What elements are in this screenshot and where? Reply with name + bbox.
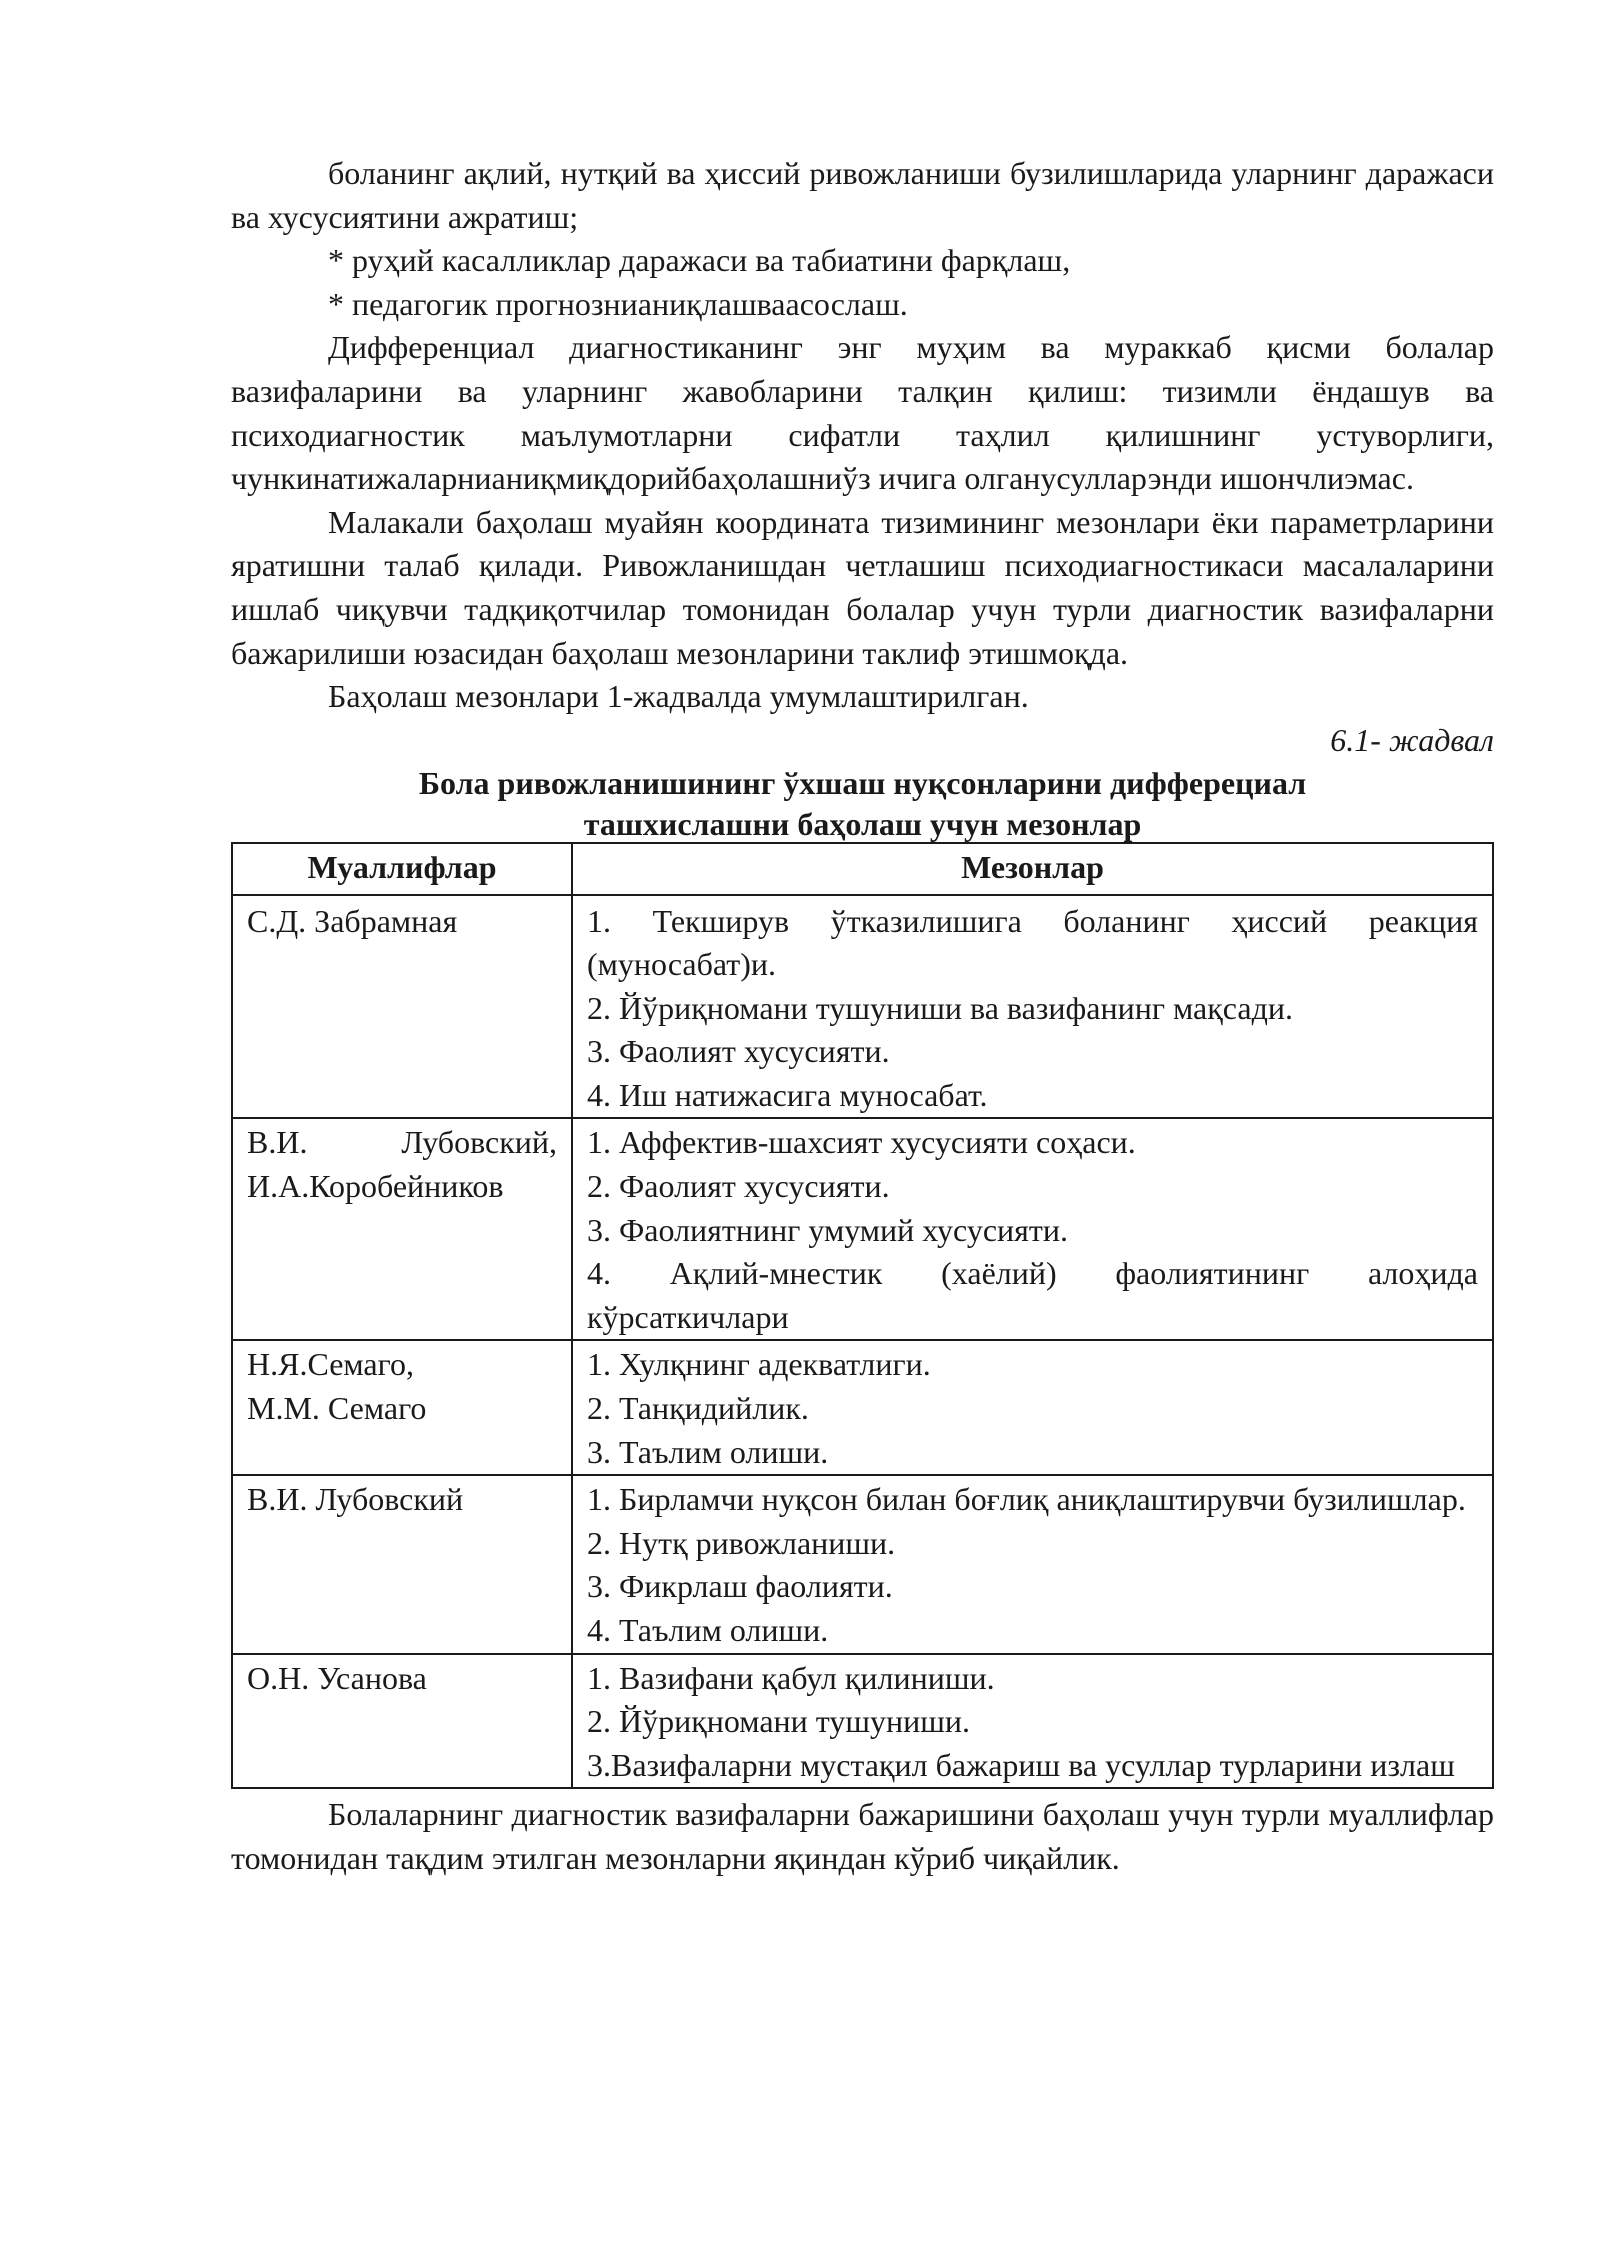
table-title-line-2: ташхислашни баҳолаш учун мезонлар — [583, 805, 1142, 842]
author-name: В.И. Лубовский, И.А.Коробейников — [247, 1124, 557, 1205]
criterion-item: 4. Таълим олиши. — [587, 1612, 829, 1648]
table-caption: 6.1- жадвал — [1330, 721, 1494, 758]
criterion-item: 3. Фикрлаш фаолияти. — [587, 1568, 893, 1605]
table-row — [232, 895, 1493, 1119]
criterion-item: 1. Бирламчи нуқсон билан боғлиқ аниқлаштирувчи бузилишлар. — [587, 1481, 1466, 1518]
criterion-item: 1. Вазифани қабул қилиниши. — [587, 1659, 995, 1696]
bullet-2: * педагогик прогнознианиқлашваасослаш. — [328, 285, 908, 322]
criterion-item: 4. Ақлий-мнестик (хаёлий) фаолиятининг алоҳида кўрсаткичлари — [587, 1255, 1478, 1335]
author-name: С.Д. Забрамная — [247, 902, 458, 939]
criterion-item: 2. Фаолият хусусияти. — [587, 1168, 890, 1205]
criterion-item: 3. Фаолиятнинг умумий хусусияти. — [587, 1211, 1068, 1248]
author-name: Н.Я.Семаго, — [247, 1346, 414, 1383]
criterion-item: 1. Текширув ўтказилишига боланинг ҳиссий реакция (муносабат)и. — [587, 902, 1478, 983]
criterion-item: 2. Йўриқномани тушуниши ва вазифанинг мақсади. — [587, 989, 1293, 1026]
criterion-item: 3. Фаолият хусусияти. — [587, 1033, 890, 1070]
table-header-row — [232, 843, 1493, 895]
criteria-cell — [572, 1475, 1493, 1653]
criteria-cell — [572, 1118, 1493, 1340]
criterion-item: 1. Хулқнинг адекватлиги. — [587, 1346, 931, 1383]
paragraph-3: Малакали баҳолаш муайян координата тизимининг мезонлари ёки параметрларини яратишни талаб қилади. Ривожланишдан четлашиш психодиагностикаси масалаларини ишлаб чиқувчи тадқиқотчилар томонидан болалар учун турли диагностик вазифаларни бажарилиши юзасидан баҳолаш мезонларини таклиф этишмоқда. — [231, 503, 1494, 671]
author-cell — [232, 1475, 572, 1653]
author-cell — [232, 1340, 572, 1475]
paragraph-2: Дифференциал диагностиканинг энг муҳим ва мураккаб қисми болалар вазифаларини ва уларнинг жавобларини талқин қилиш: тизимли ёндашув ва психодиагностик маълумотларни сифатли таҳлил қилишнинг устуворлиги, чункинатижаларнианиқмиқдорийбаҳолашниўз ичига олганусулларэнди ишончлиэмас. — [231, 329, 1494, 497]
header-criteria: Мезонлар — [572, 843, 1493, 895]
author-cell — [232, 1654, 572, 1789]
criterion-item: 2. Йўриқномани тушуниши. — [587, 1703, 970, 1740]
table-row — [232, 1340, 1493, 1475]
paragraph-4: Баҳолаш мезонлари 1-жадвалда умумлаштирилган. — [328, 678, 1029, 715]
criteria-cell — [572, 1654, 1493, 1789]
criterion-item: 2. Нутқ ривожланиши. — [587, 1524, 896, 1561]
table-row — [232, 1654, 1493, 1789]
paragraph-5: Болаларнинг диагностик вазифаларни бажаришини баҳолаш учун турли муаллифлар томонидан тақдим этилган мезонларни яқиндан кўриб чиқайлик. — [231, 1796, 1494, 1876]
criteria-cell — [572, 895, 1493, 1119]
author-cell — [232, 1118, 572, 1340]
table-row — [232, 1475, 1493, 1653]
criteria-cell — [572, 1340, 1493, 1475]
author-name: О.Н. Усанова — [247, 1659, 427, 1696]
criterion-item: 4. Иш натижасига муносабат. — [587, 1076, 988, 1113]
criterion-item: 3.Вазифаларни мустақил бажариш ва усуллар турларини излаш — [587, 1746, 1455, 1783]
criterion-item: 3. Таълим олиши. — [587, 1433, 829, 1470]
author-name: В.И. Лубовский — [247, 1481, 464, 1518]
table-row — [232, 1118, 1493, 1340]
author-name: М.М. Семаго — [247, 1390, 427, 1427]
bullet-1: * руҳий касалликлар даражаси ва табиатини фарқлаш, — [328, 242, 1071, 279]
criterion-item: 2. Танқидийлик. — [587, 1390, 809, 1427]
criterion-item: 1. Аффектив-шахсият хусусияти соҳаси. — [587, 1124, 1136, 1161]
header-authors: Муаллифлар — [232, 843, 572, 895]
paragraph-1: боланинг ақлий, нутқий ва ҳиссий ривожланиши бузилишларида уларнинг даражаси ва хусусиятини ажратиш; — [231, 155, 1494, 235]
author-cell — [232, 895, 572, 1119]
criteria-table — [231, 842, 1494, 1789]
table-title-line-1: Бола ривожланишининг ўхшаш нуқсонларини дифферециал — [418, 765, 1307, 802]
document-page — [231, 152, 1494, 1881]
